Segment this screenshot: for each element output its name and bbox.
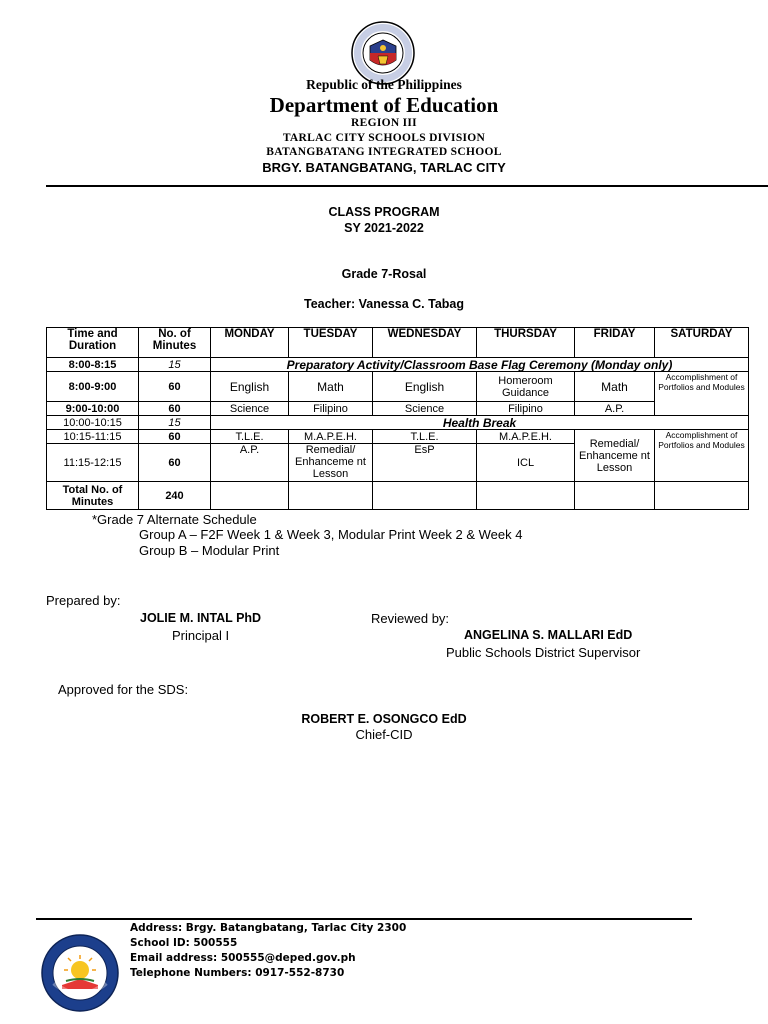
prepared-by-label: Prepared by:: [46, 593, 121, 608]
header-saturday: SATURDAY: [655, 328, 749, 358]
group-a-note: Group A – F2F Week 1 & Week 3, Modular Print Week 2 & Week 4: [139, 527, 523, 542]
footer-school-id: School ID: 500555: [130, 937, 238, 949]
region-text: REGION III: [351, 117, 417, 129]
flag-ceremony-cell: Preparatory Activity/Classroom Base Flag Ceremony (Monday only): [211, 358, 749, 372]
subject-cell: English: [373, 372, 477, 402]
subject-cell: Science: [373, 402, 477, 416]
footer-divider: [36, 918, 692, 920]
empty-cell: [289, 482, 373, 510]
subject-cell: Math: [575, 372, 655, 402]
approved-by-title: Chief-CID: [355, 727, 413, 742]
subject-cell: EsP: [373, 444, 477, 482]
subject-cell: M.A.P.E.H.: [477, 430, 575, 444]
minutes-cell: 60: [139, 430, 211, 444]
time-cell: 10:15-11:15: [47, 430, 139, 444]
header-tuesday: TUESDAY: [289, 328, 373, 358]
republic-text: Republic of the Philippines: [306, 77, 462, 92]
saturday-activity-cell: Accomplishment of Portfolios and Modules: [655, 430, 749, 482]
subject-cell: T.L.E.: [373, 430, 477, 444]
grade-section-title: Grade 7-Rosal: [341, 267, 427, 281]
prepared-by-title: Principal I: [172, 628, 230, 643]
minutes-cell: 15: [139, 416, 211, 430]
table-row: [47, 416, 749, 430]
health-break-cell: Health Break: [211, 416, 749, 430]
header-divider: [46, 185, 768, 187]
school-logo: [40, 933, 120, 1013]
table-row: [47, 358, 749, 372]
subject-cell: English: [211, 372, 289, 402]
subject-cell: Homeroom Guidance: [477, 372, 575, 402]
reviewed-by-label: Reviewed by:: [371, 611, 450, 626]
class-program-table: [46, 327, 749, 510]
subject-cell: Filipino: [289, 402, 373, 416]
division-text: TARLAC CITY SCHOOLS DIVISION: [282, 132, 486, 144]
table-row: [47, 430, 749, 444]
time-cell: 9:00-10:00: [47, 402, 139, 416]
minutes-cell: 60: [139, 402, 211, 416]
subject-cell: T.L.E.: [211, 430, 289, 444]
table-row: [47, 372, 749, 402]
subject-cell: ICL: [477, 444, 575, 482]
header-minutes: No. of Minutes: [139, 328, 211, 358]
school-address-text: BRGY. BATANGBATANG, TARLAC CITY: [262, 160, 506, 175]
reviewed-by-title: Public Schools District Supervisor: [446, 645, 641, 660]
empty-cell: [477, 482, 575, 510]
footer-telephone: Telephone Numbers: 0917-552-8730: [130, 967, 345, 979]
header-thursday: THURSDAY: [477, 328, 575, 358]
header-monday: MONDAY: [211, 328, 289, 358]
time-cell: 8:00-9:00: [47, 372, 139, 402]
minutes-cell: 60: [139, 372, 211, 402]
subject-cell: A.P.: [211, 444, 289, 482]
table-row: [47, 402, 749, 416]
empty-cell: [373, 482, 477, 510]
approved-label: Approved for the SDS:: [58, 682, 189, 697]
class-program-title: CLASS PROGRAM: [328, 205, 440, 219]
approved-by-name: ROBERT E. OSONGCO EdD: [301, 712, 467, 726]
table-header-row: [47, 328, 749, 358]
subject-cell: A.P.: [575, 402, 655, 416]
total-label-cell: Total No. of Minutes: [47, 482, 139, 510]
header-friday: FRIDAY: [575, 328, 655, 358]
remedial-cell: Remedial/ Enhanceme nt Lesson: [289, 444, 373, 482]
total-minutes-cell: 240: [139, 482, 211, 510]
minutes-cell: 15: [139, 358, 211, 372]
table-row: [47, 482, 749, 510]
empty-cell: [211, 482, 289, 510]
department-title: Department of Education: [269, 93, 499, 117]
header-wednesday: WEDNESDAY: [373, 328, 477, 358]
alternate-schedule-note: *Grade 7 Alternate Schedule: [92, 512, 257, 527]
time-cell: 8:00-8:15: [47, 358, 139, 372]
subject-cell: Filipino: [477, 402, 575, 416]
teacher-name: Teacher: Vanessa C. Tabag: [303, 297, 465, 311]
school-text: BATANGBATANG INTEGRATED SCHOOL: [266, 146, 502, 158]
subject-cell: Science: [211, 402, 289, 416]
prepared-by-name: JOLIE M. INTAL PhD: [140, 611, 262, 625]
remedial-cell: Remedial/ Enhanceme nt Lesson: [575, 430, 655, 482]
subject-cell: Math: [289, 372, 373, 402]
footer-address: Address: Brgy. Batangbatang, Tarlac City 2300: [130, 922, 407, 934]
header-time: Time and Duration: [47, 328, 139, 358]
time-cell: 10:00-10:15: [47, 416, 139, 430]
time-cell: 11:15-12:15: [47, 444, 139, 482]
empty-cell: [575, 482, 655, 510]
footer-email: Email address: 500555@deped.gov.ph: [130, 952, 356, 964]
group-b-note: Group B – Modular Print: [139, 543, 280, 558]
reviewed-by-name: ANGELINA S. MALLARI EdD: [464, 628, 633, 642]
empty-cell: [655, 482, 749, 510]
minutes-cell: 60: [139, 444, 211, 482]
saturday-activity-cell: Accomplishment of Portfolios and Modules: [655, 372, 749, 416]
subject-cell: M.A.P.E.H.: [289, 430, 373, 444]
school-year-title: SY 2021-2022: [344, 221, 424, 235]
